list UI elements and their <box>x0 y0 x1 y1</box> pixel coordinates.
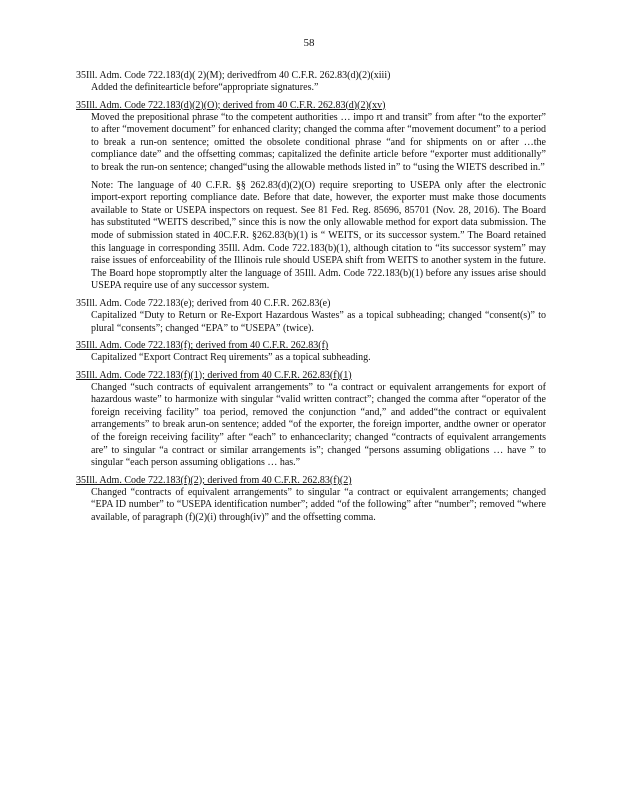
entry-text: Added the definitearticle before“appropriate signatures.” <box>91 82 319 93</box>
page-number: 58 <box>303 37 315 49</box>
entry-text: Capitalized “Export Contract Req uirements” as a topical subheading. <box>91 352 371 364</box>
entry-note: Note: The language of 40 C.F.R. §§ 262.83(d)(2)(O) require sreporting to USEPA only after the electronic import-export reporting compliance date. Before that date, however, the exporter must make those documents available to State or USEPA inspectors on request. See 81 Fed. Reg. 85696, 85701 (Nov. 28, 2016). The Board has substituted “WEITS described,” since this is now the only allowable method for export data submission. The mode of submission stated in 40C.F.R. §262.83(b)(1) is “ WEITS, or its successor system.” The Board retained this language in corresponding 35Ill. Adm. Code 722.183(b)(1), although citation to “its successor system” may raise issues of enforceability of the Illinois rule should USEPA shift from WEITS to another system in the future. The Board hope stopromptly alter the language of 35Ill. Adm. Code 722.183(b)(1) before any issues arise should USEPA require use of any successor system. <box>91 179 546 292</box>
entry-text: Changed “such contracts of equivalent arrangements” to “a contract or equivalent arrangements for export of hazardous waste” to harmonize with singular “valid written contract”; changed the comma after “operator of the foreign receiving facility” toa period, removed the conjunction “and,” and added“the contract or equivalent arrangements” to break arun-on sentence; added “of the exporter, the foreign importer, andthe owner or operator of the foreign receiving facility” after “each” to enhanceclarity; changed “contracts of equivalent arrangements are” to singular “a contract or similar arrangements is”; changed “persons assuming obligations … have ” to singular “each person assuming obligations … has.” <box>91 381 546 469</box>
citation-heading: 35Ill. Adm. Code 722.183(f)(2); derived from 40 C.F.R. 262.83(f)(2) <box>76 474 352 486</box>
citation-heading: 35Ill. Adm. Code 722.183(f)(1); derived from 40 C.F.R. 262.83(f)(1) <box>76 369 352 381</box>
document-body <box>76 70 546 530</box>
entry-text: Changed “contracts of equivalent arrangements” to singular “a contract or equivalent arrangements; changed “EPA ID number” to “USEPA identification number”; added “of the following” after “number”; removed “where available, of paragraph (f)(2)(i) through(iv)” and the offsetting comma. <box>91 486 546 524</box>
list-item <box>76 475 546 525</box>
citation-heading: 35Ill. Adm. Code 722.183(e); derived from 40 C.F.R. 262.83(e) <box>76 297 331 309</box>
entry-text: Moved the prepositional phrase “to the competent authorities … impo rt and transit” from after “to the exporter” to after “movement document” for enhanced clarity; changed the comma after “movement document” to a period to break a run-on sentence; omitted the obsolete conditional phrase “and for shipments on or after …the compliance date” and the offsetting commas; capitalized the definite article before “exporter must additionally” to break the run-on sentence; changed“using the allowable methods listed in” to “using the WIETS described in.” <box>91 111 546 173</box>
list-item <box>76 340 546 365</box>
citation-heading: 35Ill. Adm. Code 722.183(d)( 2)(M); derivedfrom 40 C.F.R. 262.83(d)(2)(xiii) <box>76 70 391 81</box>
entry-text: Capitalized “Duty to Return or Re-Export Hazardous Wastes” as a topical subheading; changed “consent(s)” to plural “consents”; changed “EPA” to “USEPA” (twice). <box>91 309 546 334</box>
list-item <box>76 70 546 95</box>
citation-heading: 35Ill. Adm. Code 722.183(d)(2)(O); derived from 40 C.F.R. 262.83(d)(2)(xv) <box>76 99 386 111</box>
list-item <box>76 298 546 335</box>
list-item <box>76 370 546 470</box>
list-item <box>76 100 546 293</box>
citation-heading: 35Ill. Adm. Code 722.183(f); derived from 40 C.F.R. 262.83(f) <box>76 340 329 352</box>
